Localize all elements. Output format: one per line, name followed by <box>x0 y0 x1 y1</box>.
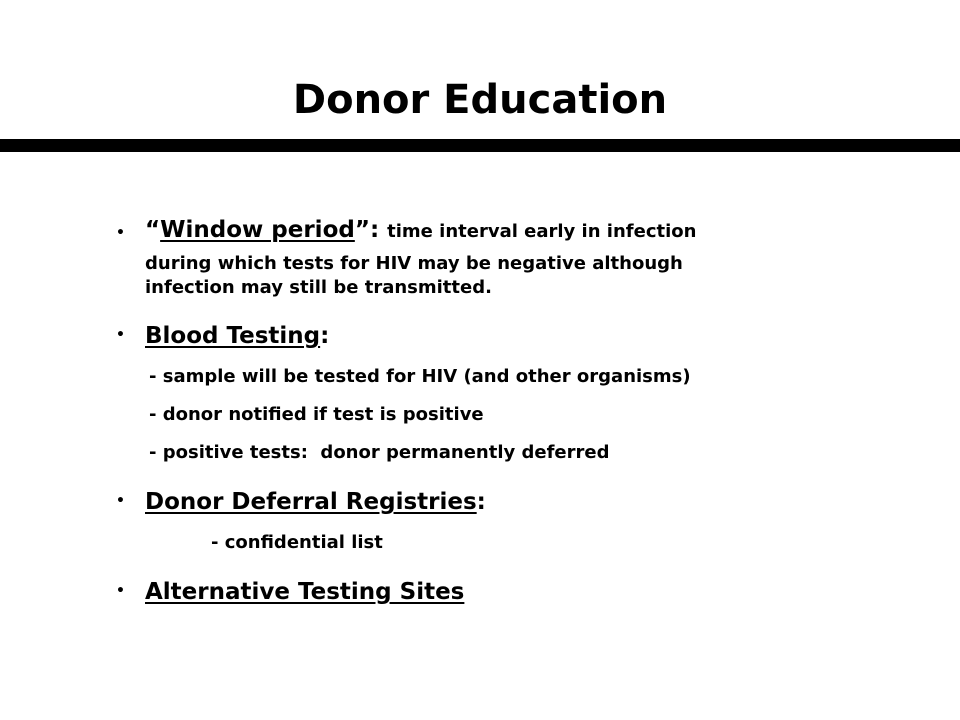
close-quote-colon: ”: <box>354 217 388 243</box>
window-period-term: Window period <box>160 217 355 243</box>
blood-testing-heading-line <box>145 320 846 352</box>
bullet-alternative-sites <box>116 576 846 608</box>
window-period-first-line <box>145 210 846 252</box>
window-period-definition-line3: infection may still be transmitted. <box>145 277 492 298</box>
deferral-registries-heading: Donor Deferral Registries <box>145 489 477 515</box>
deferral-registries-colon: : <box>476 489 486 515</box>
bullet-dot: • <box>116 225 125 241</box>
deferral-registries-item: - confidential list <box>211 532 383 553</box>
window-period-definition-line2: during which tests for HIV may be negative although <box>145 253 683 274</box>
bullet-dot: • <box>116 493 125 509</box>
blood-testing-item: - sample will be tested for HIV (and other organisms) <box>149 366 691 387</box>
bullet-dot: • <box>116 583 125 599</box>
blood-testing-heading: Blood Testing <box>145 323 321 349</box>
alternative-sites-heading: Alternative Testing Sites <box>145 579 465 605</box>
alternative-sites-heading-line <box>145 576 846 608</box>
bullet-deferral-registries <box>116 486 846 554</box>
title-divider <box>0 139 960 152</box>
deferral-registries-heading-line <box>145 486 846 518</box>
bullet-window-period <box>116 210 846 300</box>
blood-testing-item: - positive tests: donor permanently deferred <box>149 442 610 463</box>
window-period-definition-line1: time interval early in infection <box>387 221 697 242</box>
slide-title: Donor Education <box>292 77 668 123</box>
bullet-dot: • <box>116 327 125 343</box>
blood-testing-colon: : <box>320 323 330 349</box>
blood-testing-item: - donor notified if test is positive <box>149 404 484 425</box>
bullet-list <box>116 210 846 608</box>
bullet-blood-testing <box>116 320 846 464</box>
open-quote: “ <box>145 217 161 243</box>
